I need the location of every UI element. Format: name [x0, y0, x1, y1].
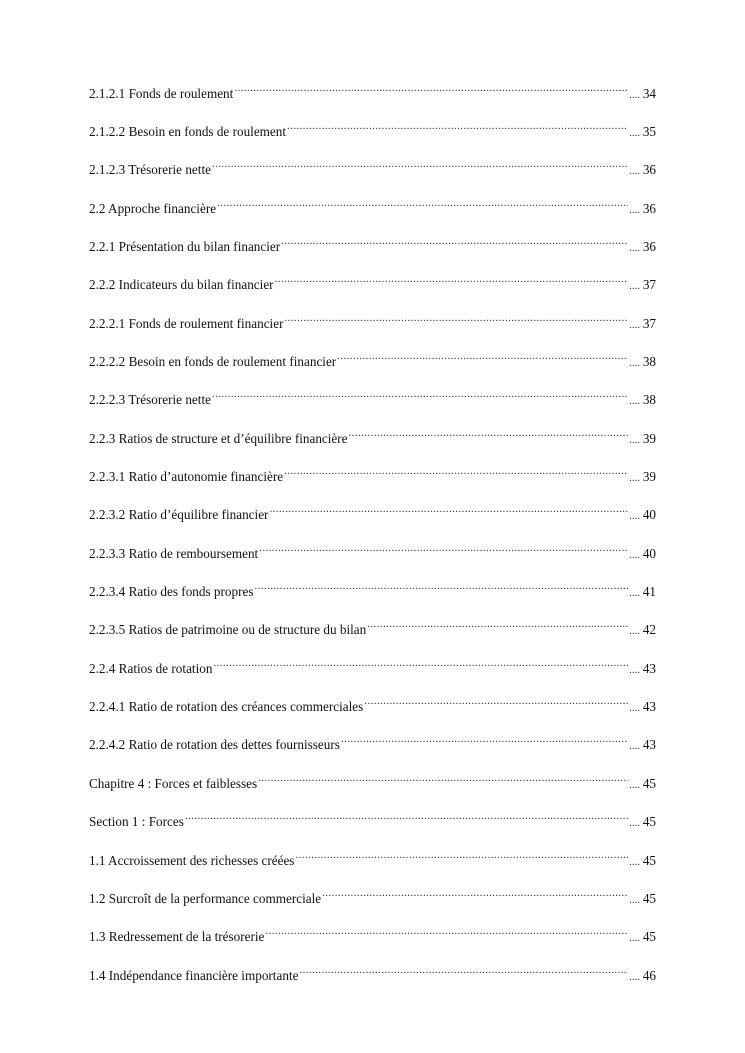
dot-leader	[259, 538, 628, 558]
toc-entry[interactable]	[89, 653, 656, 676]
toc-entry[interactable]	[89, 960, 656, 983]
dot-leader	[287, 116, 628, 136]
toc-entry-page: .... 45	[629, 774, 656, 795]
toc-entry-page: .... 37	[629, 275, 656, 296]
toc-entry-label: 2.2.1 Présentation du bilan financier	[89, 239, 281, 254]
toc-entry[interactable]	[89, 806, 656, 829]
dot-leader	[269, 499, 628, 519]
dot-leader	[349, 423, 629, 443]
toc-entry-page: .... 42	[629, 620, 656, 641]
toc-entry-label: 2.2.4 Ratios de rotation	[89, 661, 213, 676]
toc-entry-label: 2.1.2.3 Trésorerie nette	[89, 162, 211, 177]
toc-entry-page: .... 40	[629, 505, 656, 526]
toc-entry-label: 2.2 Approche financière	[89, 201, 217, 216]
toc-entry[interactable]	[89, 729, 656, 752]
toc-entry-label: 2.1.2.1 Fonds de roulement	[89, 86, 234, 101]
dot-leader	[212, 154, 628, 174]
toc-entry-page: .... 37	[629, 314, 656, 335]
toc-entry[interactable]	[89, 384, 656, 407]
toc-entry-page: .... 35	[629, 122, 656, 143]
toc-entry-label: 1.2 Surcroît de la performance commerciale	[89, 891, 322, 906]
dot-leader	[322, 883, 628, 903]
toc-entry-label: 2.2.2.2 Besoin en fonds de roulement financier	[89, 354, 337, 369]
toc-entry-label: 2.2.3.2 Ratio d’équilibre financier	[89, 507, 269, 522]
toc-entry-label: 1.3 Redressement de la trésorerie	[89, 929, 265, 944]
toc-entry-label: Section 1 : Forces	[89, 814, 184, 829]
toc-entry-page: .... 38	[629, 390, 656, 411]
toc-entry[interactable]	[89, 154, 656, 177]
toc-entry[interactable]	[89, 691, 656, 714]
toc-entry-label: 2.1.2.2 Besoin en fonds de roulement	[89, 124, 287, 139]
toc-entry[interactable]	[89, 499, 656, 522]
toc-entry-label: 2.2.4.1 Ratio de rotation des créances commerciales	[89, 699, 364, 714]
dot-leader	[275, 269, 629, 289]
toc-entry[interactable]	[89, 614, 656, 637]
toc-entry-page: .... 45	[629, 889, 656, 910]
toc-entry-label: 2.2.3.1 Ratio d’autonomie financière	[89, 469, 284, 484]
dot-leader	[212, 384, 628, 404]
toc-entry-page: .... 46	[629, 966, 656, 987]
toc-entry[interactable]	[89, 921, 656, 944]
dot-leader	[284, 461, 628, 481]
toc-entry[interactable]	[89, 269, 656, 292]
toc-entry[interactable]	[89, 78, 656, 101]
toc-entry-page: .... 45	[629, 812, 656, 833]
dot-leader	[295, 845, 628, 865]
toc-entry-label: 2.2.2.3 Trésorerie nette	[89, 392, 211, 407]
dot-leader	[364, 691, 628, 711]
toc-entry-page: .... 36	[629, 160, 656, 181]
toc-entry[interactable]	[89, 845, 656, 868]
toc-entry-page: .... 43	[629, 697, 656, 718]
dot-leader	[337, 346, 628, 366]
toc-entry-page: .... 39	[629, 429, 656, 450]
dot-leader	[217, 193, 628, 213]
toc-entry[interactable]	[89, 576, 656, 599]
toc-entry-label: 2.2.2.1 Fonds de roulement financier	[89, 316, 284, 331]
dot-leader	[341, 729, 628, 749]
toc-entry-page: .... 43	[629, 659, 656, 680]
toc-entry-page: .... 39	[629, 467, 656, 488]
toc-entry-page: .... 36	[629, 199, 656, 220]
toc-entry-page: .... 45	[629, 851, 656, 872]
toc-entry-page: .... 36	[629, 237, 656, 258]
toc-entry-page: .... 45	[629, 927, 656, 948]
dot-leader	[213, 653, 628, 673]
dot-leader	[299, 960, 628, 980]
toc-entry-page: .... 34	[629, 84, 656, 105]
toc-entry-label: 1.1 Accroissement des richesses créées	[89, 853, 295, 868]
toc-entry-page: .... 41	[629, 582, 656, 603]
dot-leader	[234, 78, 628, 98]
toc-entry-label: 2.2.3.3 Ratio de remboursement	[89, 546, 259, 561]
toc-entry-label: Chapitre 4 : Forces et faiblesses	[89, 776, 258, 791]
toc-entry[interactable]	[89, 346, 656, 369]
toc-entry-label: 2.2.3.4 Ratio des fonds propres	[89, 584, 254, 599]
toc-entry-label: 2.2.3.5 Ratios de patrimoine ou de structure du bilan	[89, 622, 367, 637]
toc-entry[interactable]	[89, 231, 656, 254]
toc-entry-label: 2.2.2 Indicateurs du bilan financier	[89, 277, 274, 292]
dot-leader	[254, 576, 628, 596]
toc-entry-label: 1.4 Indépendance financière importante	[89, 968, 299, 983]
toc-entry[interactable]	[89, 116, 656, 139]
toc-entry-page: .... 40	[629, 544, 656, 565]
toc-entry[interactable]	[89, 883, 656, 906]
dot-leader	[284, 308, 628, 328]
toc-entry[interactable]	[89, 461, 656, 484]
toc-entry[interactable]	[89, 308, 656, 331]
toc-entry[interactable]	[89, 538, 656, 561]
dot-leader	[258, 768, 628, 788]
dot-leader	[367, 614, 628, 634]
toc-entry-page: .... 43	[629, 735, 656, 756]
dot-leader	[281, 231, 628, 251]
dot-leader	[185, 806, 628, 826]
toc-entry-label: 2.2.4.2 Ratio de rotation des dettes fournisseurs	[89, 737, 340, 752]
toc-entry[interactable]	[89, 768, 656, 791]
toc-entry[interactable]	[89, 423, 656, 446]
toc-entry-label: 2.2.3 Ratios de structure et d’équilibre financière	[89, 431, 348, 446]
toc-entry[interactable]	[89, 193, 656, 216]
dot-leader	[265, 921, 628, 941]
toc-entry-page: .... 38	[629, 352, 656, 373]
